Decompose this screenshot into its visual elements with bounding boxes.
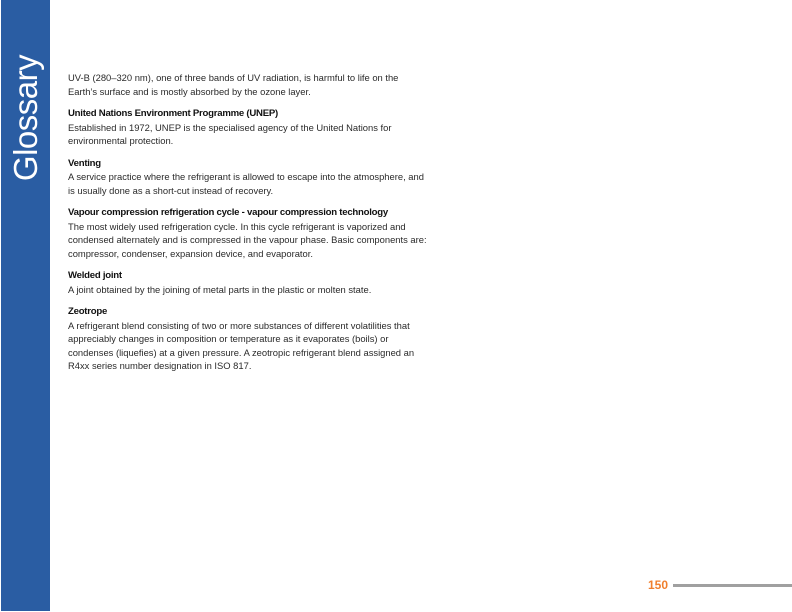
glossary-entry-vapour-compression	[68, 206, 428, 260]
glossary-entry-zeotrope	[68, 305, 428, 373]
glossary-content	[68, 71, 428, 382]
term-heading: Venting	[68, 157, 101, 169]
page-number: 150	[648, 578, 669, 592]
term-definition: A service practice where the refrigerant is allowed to escape into the atmosphere, and is usually done as a short-cut instead of recovery.	[68, 171, 424, 196]
term-heading: Zeotrope	[68, 306, 108, 317]
term-heading: United Nations Environment Programme (UNEP)	[68, 108, 278, 119]
intro-text: UV-B (280–320 nm), one of three bands of UV radiation, is harmful to life on the Earth’s surface and is mostly absorbed by the ozone layer.	[68, 72, 399, 97]
term-definition: A joint obtained by the joining of metal parts in the plastic or molten state.	[68, 283, 372, 295]
term-definition: The most widely used refrigeration cycle. In this cycle refrigerant is vaporized and condensed alternately and is compressed in the vapour phase. Basic components are: compressor, condenser, expansion device, and evaporator.	[68, 220, 427, 259]
term-definition: A refrigerant blend consisting of two or more substances of different volatilities that appreciably changes in composition or temperature as it evaporates (boils) or condenses (liquefies) at a given pressure. A zeotropic refrigerant blend assigned an R4xx series number designation in ISO 817.	[68, 319, 415, 371]
term-definition: Established in 1972, UNEP is the specialised agency of the United Nations for environmental protection.	[68, 121, 392, 146]
glossary-sidebar	[1, 0, 50, 611]
glossary-entry-venting	[68, 157, 428, 198]
glossary-entry-welded-joint	[68, 269, 428, 296]
intro-paragraph	[68, 71, 428, 98]
footer-rule	[673, 584, 792, 587]
section-title: Glossary	[6, 54, 44, 182]
term-heading: Welded joint	[68, 270, 122, 281]
glossary-entry-unep	[68, 107, 428, 148]
term-heading: Vapour compression refrigeration cycle - vapour compression technology	[68, 207, 388, 218]
